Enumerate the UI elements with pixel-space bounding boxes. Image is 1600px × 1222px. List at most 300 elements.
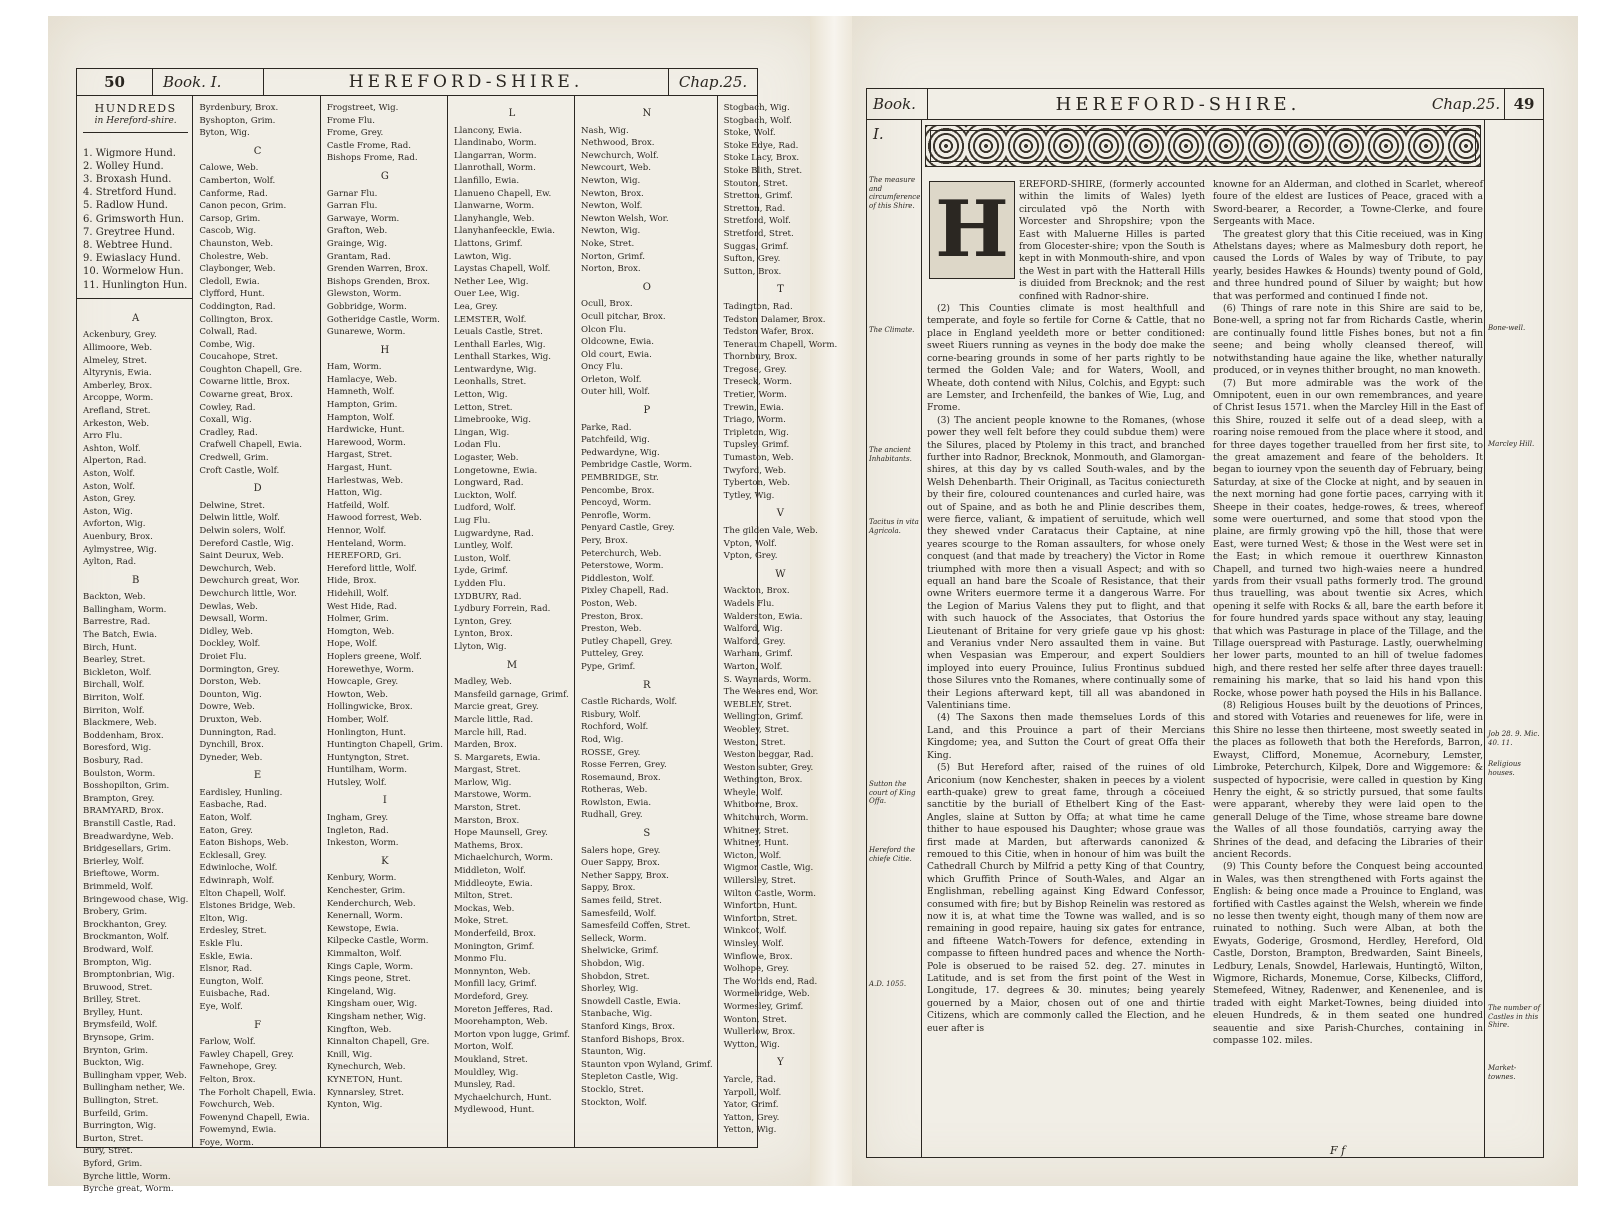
right-book-label: Book. I. (867, 89, 928, 119)
right-page-number: 49 (1504, 89, 1543, 119)
place-entry: Allimoore, Web. (83, 343, 153, 354)
place-entry: Longetowne, Ewia. (453, 465, 538, 476)
place-entry: Rowlston, Ewia. (581, 797, 652, 808)
place-entry: Dynchill, Brox. (199, 740, 264, 751)
place-entry: Lenthall Earles, Wig. (453, 339, 546, 350)
place-entry: Munsley, Rad. (453, 1080, 516, 1091)
place-entry: Peterchurch, Web. (581, 548, 662, 559)
place-entry: Luckton, Wolf. (453, 490, 517, 501)
place-entry: Almeley, Stret. (83, 355, 147, 366)
place-entry: Lea, Grey. (453, 301, 498, 312)
place-entry: Whitborne, Brox. (723, 800, 799, 811)
place-entry: Cledoll, Ewia. (199, 276, 260, 287)
place-entry: Mydlewood, Hunt. (453, 1105, 535, 1116)
place-entry: Hoplers greene, Wolf. (326, 651, 422, 662)
place-entry: Hamlacye, Web. (326, 374, 398, 385)
place-entry: Castle Richards, Wolf. (581, 697, 678, 708)
place-entry: Dunnington, Rad. (199, 727, 277, 738)
place-entry: Kings peone, Stret. (326, 974, 411, 985)
place-entry: Kynnarsley, Stret. (326, 1087, 405, 1098)
place-entry: Byford, Grim. (83, 1159, 143, 1170)
place-entry: Mathems, Brox. (453, 840, 524, 851)
place-entry: Vpton, Wolf. (723, 538, 777, 549)
place-entry: Calowe, Web. (199, 163, 259, 174)
place-entry: Rotheras, Web. (581, 785, 648, 796)
place-entry: Edwinraph, Wolf. (199, 876, 275, 887)
place-entry: Oncy Flu. (581, 362, 623, 373)
place-entry: Middleoyte, Ewia. (453, 878, 533, 889)
letter-heading: V (776, 508, 785, 520)
place-entry: Gunarewe, Worm. (326, 327, 406, 338)
place-entry: ROSSE, Grey. (581, 747, 641, 758)
place-entry: Farlow, Wolf. (199, 1037, 256, 1048)
place-entry: Didley, Web. (199, 626, 253, 637)
place-entry: Backton, Web. (83, 592, 146, 603)
place-entry: Newton, Wolf. (581, 201, 643, 212)
place-entry: Tytley, Wig. (723, 490, 775, 501)
place-entry: Nethwood, Brox. (581, 138, 655, 149)
place-entry: Bullingham nether, We. (83, 1083, 185, 1094)
place-entry: Breadwardyne, Web. (83, 831, 174, 842)
left-page-header (77, 69, 757, 96)
place-entry: Bickleton, Wolf. (83, 667, 152, 678)
place-entry: Putley Chapell, Grey. (581, 636, 673, 647)
place-entry: Hampton, Grim. (326, 400, 398, 411)
letter-heading: Y (777, 1057, 784, 1069)
place-entry: Brierley, Wolf. (83, 856, 145, 867)
place-entry: Ecklesall, Grey. (199, 850, 267, 861)
body-paragraph: (9) This County before the Conquest being accounted in Wales, was then strengthened with Forts against the English: & being once made a Prouince to England, was fortified with Castles against the Welsh, wherein we finde no lesse then twenty eight, though many of them now are ruinated to nothing. Such were Alban, at both the Ewyats, Goderige, Grosmond, Herdley, Hereford, Old Castle, Dorston, Brampton, Bredwarden, Saint Bineels, Ledbury, Lenals, Snowdel, Harlewais, Huntingtō, Wilton, Wigmore, Richards, Monemue, Corse, Kilbecks, Clifford, Stemefeed, Witney, Radenwer, and Kenenenlee, and is traded with eight Market-Townes, being diuided into eleuen Hundreds, & in them seated one hundred seauentie and sixe Parish-Churches, containing in compasse 102. miles. (1213, 861, 1483, 1047)
place-entry: BRAMYARD, Brox. (83, 806, 164, 817)
place-entry: Coucahope, Stret. (199, 352, 279, 363)
place-entry: Kynechurch, Web. (326, 1062, 406, 1073)
place-entry: Shelwicke, Grimf. (581, 946, 659, 957)
place-entry: Peterstowe, Worm. (581, 561, 664, 572)
place-entry: Tretier, Worm. (723, 390, 787, 401)
place-entry: Cholestre, Web. (199, 251, 269, 262)
hundreds-divider (77, 298, 192, 299)
letter-heading: D (253, 483, 262, 495)
place-entry: Newcourt, Web. (581, 163, 651, 174)
place-entry: Dorston, Web. (199, 677, 261, 688)
place-entry: Garnar Flu. (326, 188, 378, 199)
place-entry: Wicton, Wolf. (723, 850, 782, 861)
place-entry: Brampton, Grey. (83, 793, 155, 804)
place-entry: Shorley, Wig. (581, 984, 639, 995)
place-entry: Wellington, Grimf. (723, 712, 804, 723)
place-entry: Wackton, Brox. (723, 586, 790, 597)
hundred-item: 8. Webtree Hund. (83, 240, 173, 252)
place-entry: Ocull, Brox. (581, 299, 633, 310)
text-column-1 (927, 179, 1205, 1149)
place-entry: Ingleton, Rad. (326, 825, 389, 836)
margin-note-left: The measure and circumference of this Shire. (869, 176, 921, 210)
margin-note-left: Tacitus in vita Agricola. (869, 518, 919, 535)
index-column-1 (77, 96, 193, 1195)
place-entry: Byton, Wig. (199, 128, 250, 139)
place-entry: Stretford, Wolf. (723, 216, 791, 227)
place-entry: Dewchurch great, Wor. (199, 576, 300, 587)
place-entry: Bullingham vpper, Web. (83, 1070, 187, 1081)
place-entry: Shobdon, Wig. (581, 959, 645, 969)
place-entry: Hatfeild, Wolf. (326, 500, 390, 511)
place-entry: Dewlas, Web. (199, 601, 258, 612)
place-entry: Wormesley, Grimf. (723, 1001, 804, 1012)
place-entry: Rosse Ferren, Grey. (581, 760, 667, 771)
place-entry: Stanford Kings, Brox. (581, 1021, 675, 1032)
place-entry: Amberley, Brox. (83, 380, 153, 391)
place-entry: Dockley, Wolf. (199, 639, 261, 650)
place-entry: West Hide, Rad. (326, 601, 397, 612)
margin-note-right: Bone-well. (1488, 324, 1526, 332)
place-entry: Ballingham, Worm. (83, 604, 167, 615)
hundred-item: 11. Hunlington Hun. (83, 279, 188, 291)
place-entry: Camberton, Wolf. (199, 175, 276, 186)
place-entry: Glewston, Worm. (326, 289, 402, 300)
letter-heading: O (642, 281, 651, 293)
place-entry: Cowley, Rad. (199, 402, 256, 413)
place-entry: Triago, Worm. (723, 415, 786, 426)
place-entry: Bishops Grenden, Brox. (326, 276, 431, 287)
place-entry: Letton, Stret. (453, 402, 513, 413)
place-entry: Hargast, Stret. (326, 450, 393, 461)
place-entry: The gilden Vale, Web. (723, 526, 818, 536)
place-entry: Ouer Lee, Wig. (453, 289, 520, 300)
place-entry: S. Margarets, Ewia. (453, 752, 541, 763)
place-entry: Lingan, Wig. (453, 427, 510, 438)
place-entry: Kenchester, Grim. (326, 886, 406, 897)
letter-heading: W (775, 568, 786, 580)
place-entry: Newton, Wig. (581, 175, 641, 186)
place-entry: Huntyngton, Stret. (326, 752, 410, 763)
place-entry: Hope Maunsell, Grey. (453, 828, 548, 839)
margin-note-left: The ancient Inhabitants. (869, 446, 912, 463)
place-entry: Tyberton, Web. (723, 478, 790, 489)
place-entry: Lawton, Wig. (453, 251, 512, 262)
place-entry: Croft Castle, Wolf. (199, 465, 280, 476)
place-entry: Luntley, Wolf. (453, 541, 513, 552)
place-entry: Tripleton, Wig. (723, 427, 789, 438)
hundreds-list (83, 147, 188, 292)
place-entry: Michaelchurch, Worm. (453, 853, 554, 864)
index-column-3 (321, 96, 448, 1147)
body-paragraph: (7) But more admirable was the work of the Omnipotent, euen in our own remembrances, and yeare of Christ Iesus 1571. when the Marcley Hill in the East of this Shire, rouzed it selfe out of a dead sleep, with a roaring noise remoued from the place where it stood, and for three dayes together trauelled from her first site, to the great amazement and feare of the beholders. It began to iourney vpon the seuenth day of February, being Saturday, at sixe of the Clocke at night, and by seauen in the next morning had gone fortie paces, carrying with it Sheepe in their coates, hedge-rowes, & trees, whereof some were ouerturned, and some that stood vpon the plaine, are firmly growing vpō the hill, those that were East, were turned West; & those in the West were set in the East; in which remoue it ouerthrew Kinnaston Chapell, and turned two high-waies neere a hundred yards from their vsuall paths formerly trod. The ground thus trauelling, was about twentie six Acres, which opening it selfe with Rocks & all, bare the earth before it for foure hundred yards space without any stay, leauing that which was Pasturage in place of the Tillage, and the Tillage ouerspread with Pasturage. Lastly, ouerwhelming her lower parts, mounted to an hill of twelue fadomes high, and there rested her selfe after three dayes trauell: remaining his marke, that so laid his hand vpon this Rocke, whose power hath poysed the Hils in his Ballance. (1213, 377, 1483, 699)
place-entry: Colwall, Rad. (199, 327, 258, 338)
place-entry: Yetton, Wig. (723, 1125, 777, 1136)
place-entry: Selleck, Worm. (581, 933, 647, 944)
place-entry: Stanford Bishops, Brox. (581, 1034, 685, 1045)
place-entry: Dewchurch, Web. (199, 563, 276, 574)
place-entry: Hawood forrest, Web. (326, 513, 422, 524)
place-entry: Kimmalton, Wolf. (326, 949, 402, 959)
place-entry: Winflowe, Brox. (723, 951, 793, 962)
place-entry: Fawley Chapell, Grey. (199, 1049, 294, 1060)
place-entry: Weston subter, Grey. (723, 762, 814, 773)
place-entry: Erdesley, Stret. (199, 926, 267, 937)
right-chapter-label: Chap.25. (1431, 95, 1501, 113)
place-entry: Horewethye, Worm. (326, 664, 414, 675)
place-entry: Sufton, Grey. (723, 254, 781, 265)
place-entry: Castle Frome, Rad. (326, 140, 411, 151)
place-entry: Foye, Worm. (199, 1137, 254, 1148)
place-entry: Lugwardyne, Rad. (453, 528, 534, 539)
place-entry: Grafton, Web. (326, 226, 388, 237)
place-entry: Carsop, Grim. (199, 213, 261, 224)
place-entry: Harlestwas, Web. (326, 475, 404, 486)
place-entry: Yator, Grimf. (723, 1100, 779, 1111)
place-entry: Brieftowe, Worm. (83, 869, 160, 880)
place-entry: Stogbach, Wig. (723, 103, 790, 113)
body-paragraph: (2) This Counties climate is most healthfull and temperate, and foyle so fertile for Corne & Cattle, that no place in England yeeldeth more or better conditioned: sweet Riuers running as veynes in the body doe make the corne-bearing grounds in some of her parts rightly to be termed the Golden Vale; and for Waters, Wooll, and Wheate, doth contend with Nilus, Colchis, and Egypt: such are Lemster, and Irchenfeild, the bankes of Wie, Lug, and Frome. (927, 303, 1205, 414)
place-entry: Marcle hill, Rad. (453, 727, 527, 738)
place-entry: Inkeston, Worm. (326, 838, 399, 849)
place-entry: Winkcot, Wolf. (723, 926, 787, 937)
place-entry: Grenden Warren, Brox. (326, 264, 428, 275)
place-entry: Margast, Stret. (453, 765, 521, 776)
place-entry: Walford, Wig. (723, 624, 783, 635)
place-entry: Dormington, Grey. (199, 664, 280, 675)
place-entry: Sames feild, Stret. (581, 896, 662, 907)
place-entry: Winforton, Stret. (723, 913, 798, 924)
place-entry: Teneraum Chapell, Worm. (723, 339, 838, 350)
place-entry: Llanueno Chapell, Ew. (453, 188, 552, 199)
place-entry: Elsnor, Rad. (199, 964, 253, 975)
place-entry: Wytton, Wig. (723, 1039, 780, 1050)
place-entry: Preston, Web. (581, 624, 642, 635)
place-entry: Edwinloche, Wolf. (199, 863, 278, 874)
place-entry: Dowre, Web. (199, 702, 255, 713)
place-entry: Staunton vpon Wyland, Grimf. (581, 1059, 713, 1070)
place-entry: Moukland, Stret. (453, 1054, 528, 1065)
place-entry: Gobbridge, Worm. (326, 301, 407, 312)
place-entry: Euisbache, Rad. (199, 989, 270, 1000)
place-entry: Ashton, Wolf. (83, 443, 141, 454)
place-entry: Llattons, Grimf. (453, 238, 523, 249)
place-entry: Claybonger, Web. (199, 264, 276, 275)
place-entry: Brockhanton, Grey. (83, 919, 167, 930)
place-entry: Arcoppe, Worm. (83, 393, 154, 404)
place-entry: The Batch, Ewia. (83, 630, 158, 641)
place-entry: Stretton, Grimf. (723, 191, 793, 202)
place-entry: Holmer, Grim. (326, 614, 389, 625)
place-entry: Warton, Wolf. (723, 661, 783, 672)
place-entry: Walderston, Ewia. (723, 611, 803, 622)
place-entry: Howton, Web. (326, 689, 388, 700)
place-entry: Stocklo, Stret. (581, 1084, 644, 1095)
hundreds-subtitle: in Hereford-shire. (83, 115, 188, 133)
letter-heading: E (253, 770, 262, 782)
place-entry: Moreton Jefferes, Rad. (453, 1004, 553, 1015)
place-entry: Monmo Flu. (453, 954, 507, 965)
place-entry: Mansfeild garnage, Grimf. (453, 689, 569, 700)
place-entry: Boulston, Worm. (83, 768, 156, 779)
place-entry: Weobley, Stret. (723, 724, 790, 735)
place-entry: Cradley, Rad. (199, 427, 258, 438)
place-entry: Birch, Hunt. (83, 642, 137, 653)
place-entry: Byshopton, Grim. (199, 115, 276, 126)
place-entry: Stoke, Wolf. (723, 128, 776, 139)
body-paragraph: (5) But Hereford after, raised of the ruines of old Ariconium (now Kenchester, shaken in peeces by a violent earth-quake) grew to great fame, through a cōceiued sanctitie by the buriall of Ethelbert King of the East-Angles, slaine at Sutton by Offa; at what time he came thither to haue espoused his Daughter; whose graue was first made at Marden, but afterwards canonized & remoued to this Citie, when in honour of him was built the Cathedrall Church by Milfrid a petty King of that Country, which Gruffith Prince of South-Wales, and Algar an Englishman, rebelling against King Edward Confessor, consumed with fire; but by Bishop Reinelin was restored as now it is, at what time the Towne was walled, and is so remaining in good repaire, hauing six gates for entrance, and fifteene Watch-Towers for defence, extending in compasse to fifteen hundred paces and whence the North-Pole is obserued to be raised 52. deg. 27. minutes in Latitude, and is set from the first point of the West in Longitude, 17. degrees & 30. minutes; being yearely gouerned by a Maior, chosen out of one and thirtie Citizens, which are commonly called the Election, and he euer after is (927, 762, 1205, 1034)
place-entry: Winforton, Hunt. (723, 901, 798, 912)
place-entry: Marston, Stret. (453, 803, 521, 814)
letter-heading: A (132, 312, 140, 324)
letter-heading: B (131, 574, 140, 586)
place-entry: Kilpecke Castle, Worm. (326, 936, 429, 947)
place-entry: Aston, Grey. (83, 494, 136, 505)
place-entry: Arefland, Stret. (83, 405, 151, 416)
place-entry: Alperton, Rad. (83, 456, 147, 467)
place-entry: Felton, Brox. (199, 1074, 256, 1085)
letter-heading: G (380, 170, 389, 182)
place-entry: Pedwardyne, Wig. (581, 447, 660, 458)
letter-heading: H (380, 344, 390, 356)
place-entry: Stanbache, Wig. (581, 1009, 653, 1020)
place-entry: Kinnalton Chapell, Gre. (326, 1037, 430, 1048)
place-entry: Llanyhanfeeckle, Ewia. (453, 226, 556, 237)
place-entry: Stockton, Wolf. (581, 1097, 647, 1108)
place-entry: Yatton, Grey. (723, 1112, 780, 1123)
place-entry: Tupsley, Grimf. (723, 440, 790, 451)
place-entry: Putteley, Grey. (581, 649, 644, 660)
place-entry: Willersley, Stret. (723, 876, 796, 887)
place-entry: Droiet Flu. (199, 651, 247, 662)
place-entry: Huntington Chapell, Grim. (326, 740, 443, 751)
place-entry: Brimmeld, Wolf. (83, 881, 154, 892)
place-entry: Tadington, Rad. (723, 301, 793, 312)
place-entry: Monderfeild, Brox. (453, 929, 537, 939)
place-entry: The Worlds end, Rad. (723, 976, 818, 987)
place-entry: Birchall, Wolf. (83, 680, 145, 691)
place-entry: Bosshopilton, Grim. (83, 781, 170, 792)
place-entry: Logaster, Web. (453, 453, 519, 464)
hundred-item: 2. Wolley Hund. (83, 160, 164, 172)
place-entry: Chaunston, Web. (199, 238, 274, 249)
place-entry: Llandinabo, Worm. (453, 138, 537, 149)
place-entry: Marlow, Wig. (453, 777, 512, 788)
place-entry: Marstowe, Worm. (453, 790, 532, 801)
place-entry: Nether Lee, Wig. (453, 276, 529, 287)
place-entry: Samesfeild, Wolf. (581, 908, 657, 919)
right-page-frame (866, 88, 1544, 1158)
place-entry: Pencombe, Brox. (581, 485, 655, 496)
place-index-columns (77, 96, 838, 1195)
place-entry: Llancony, Ewia. (453, 125, 522, 136)
place-entry: Elton, Wig. (199, 913, 248, 924)
place-entry: Burton, Stret. (83, 1133, 144, 1144)
place-entry: Kingfton, Web. (326, 1024, 392, 1035)
place-entry: Dounton, Wig. (199, 689, 262, 700)
place-entry: Hidehill, Wolf. (326, 588, 389, 599)
place-entry: Honlington, Hunt. (326, 727, 406, 738)
place-entry: Dereford Castle, Wig. (199, 538, 294, 549)
place-entry: Avforton, Wig. (83, 519, 146, 530)
place-entry: Hatton, Wig. (326, 488, 383, 499)
place-entry: Aylton, Rad. (83, 557, 137, 568)
place-entry: Saint Deurux, Web. (199, 551, 284, 562)
place-entry: Stoke Blith, Stret. (723, 165, 803, 176)
place-entry: Bishops Frome, Rad. (326, 153, 418, 164)
body-paragraph: The greatest glory that this Citie receiued, was in King Athelstans dayes; where as Malmesbury doth report, he caused the Lords of Wales by way of Tribute, to pay yearly, besides Hawkes & Hounds) twenty pound of Gold, and three hundred pound of Siluer by waight; but how that was performed and continued I finde not. (1213, 228, 1483, 302)
margin-note-left: The Climate. (869, 326, 915, 334)
place-entry: Knill, Wig. (326, 1049, 373, 1060)
place-entry: Brodward, Wolf. (83, 944, 154, 955)
place-entry: Collington, Brox. (199, 314, 274, 325)
place-entry: Llanfillo, Ewia. (453, 175, 520, 186)
place-entry: Frogstreet, Wig. (326, 103, 399, 113)
place-entry: PEMBRIDGE, Str. (581, 473, 659, 484)
place-entry: Bromptonbrian, Wig. (83, 970, 175, 981)
place-entry: Cascob, Wig. (199, 226, 257, 237)
place-entry: Olcon Flu. (581, 324, 627, 335)
place-entry: Easbache, Rad. (199, 800, 267, 811)
place-entry: Ouer Sappy, Brox. (581, 858, 660, 869)
place-entry: Parke, Rad. (581, 422, 632, 433)
place-entry: Marcle little, Rad. (453, 714, 534, 725)
place-entry: Nether Sappy, Brox. (581, 870, 669, 881)
text-column-2 (1213, 179, 1483, 1149)
place-entry: Marden, Brox. (453, 740, 517, 751)
hundred-item: 6. Grimsworth Hun. (83, 213, 185, 225)
place-entry: Ackenbury, Grey. (83, 330, 157, 341)
left-page-number: 50 (77, 69, 153, 95)
place-entry: Wormebridge, Web. (723, 989, 810, 1000)
index-column-5 (575, 96, 718, 1147)
place-entry: Crafwell Chapell, Ewia. (199, 440, 302, 451)
place-entry: Llanrothall, Worm. (453, 163, 536, 174)
place-entry: Homber, Wolf. (326, 714, 389, 725)
place-entry: Clyfford, Hunt. (199, 289, 265, 300)
place-entry: Kings Caple, Worm. (326, 961, 414, 972)
place-entry: Lentwardyne, Wig. (453, 364, 537, 375)
margin-note-left: Sutton the court of King Offa. (869, 780, 916, 805)
place-entry: Pery, Brox. (581, 536, 628, 546)
place-entry: Laystas Chapell, Wolf. (453, 264, 551, 275)
place-entry: Wadels Flu. (723, 598, 775, 609)
place-entry: Canforme, Rad. (199, 188, 268, 199)
place-entry: Barrestre, Rad. (83, 617, 151, 628)
place-entry: Tedston Wafer, Brox. (723, 327, 814, 338)
place-entry: Monington, Grimf. (453, 941, 535, 952)
letter-heading: I (382, 795, 387, 807)
place-entry: Aston, Wig. (83, 506, 133, 517)
place-entry: LYDBURY, Rad. (453, 591, 522, 602)
place-entry: Mychaelchurch, Hunt. (453, 1092, 552, 1103)
place-entry: Cowarne great, Brox. (199, 390, 293, 401)
place-entry: Delwin little, Wolf. (199, 513, 280, 524)
place-entry: Delwine, Stret. (199, 500, 265, 511)
place-entry: Lydden Flu. (453, 578, 506, 589)
place-entry: Lenthall Starkes, Wig. (453, 352, 552, 363)
place-entry: Rosemaund, Brox. (581, 772, 661, 783)
place-entry: Wigmor Castle, Wig. (723, 863, 814, 874)
place-entry: Lynton, Brox. (453, 629, 513, 640)
hundreds-title: HUNDREDS (94, 102, 177, 115)
body-paragraph: knowne for an Alderman, and clothed in Scarlet, whereof foure of the eldest are Iustices of Peace, graced with a Sword-bearer, a Recorder, a Towne-Clerke, and foure Sergeants with Mace. (1213, 179, 1483, 228)
place-entry: Marcie great, Grey. (453, 702, 539, 713)
hundred-item: 3. Broxash Hund. (83, 174, 172, 185)
body-paragraph: (8) Religious Houses built by the deuotions of Princes, and stored with Votaries and reuenewes for life, were in this Shire no lesse then thirteene, most sweetly seated in the places as followeth that both the Herefords, Barron, Ewayst, Clifford, Monemue, Acornebury, Lemster, Limbroke, Peterchurch, Kilpek, Dore and Wiggemore: & suspected of hypocrisie, were called in question by King Henry the eight, & so strictly pursued, that some faults were apparant, whereby they were laid open to the generall Deluge of the Time, whose streame bare downe the Walles of all those foundatiōs, carrying away the Shrines of the dead, and defacing the Libraries of their ancient Records. (1213, 700, 1483, 860)
place-entry: Buckton, Wig. (83, 1058, 145, 1069)
place-entry: Grainge, Wig. (326, 238, 387, 249)
place-entry: Bringewood chase, Wig. (83, 894, 189, 905)
left-page-frame (76, 68, 838, 1195)
hundred-item: 10. Wormelow Hun. (83, 266, 184, 278)
place-entry: Lynton, Grey. (453, 616, 513, 627)
place-entry: Orleton, Wolf. (581, 374, 642, 385)
place-entry: Risbury, Wolf. (581, 709, 641, 720)
place-entry: Boresford, Wig. (83, 743, 152, 754)
right-page-header (867, 89, 1543, 143)
